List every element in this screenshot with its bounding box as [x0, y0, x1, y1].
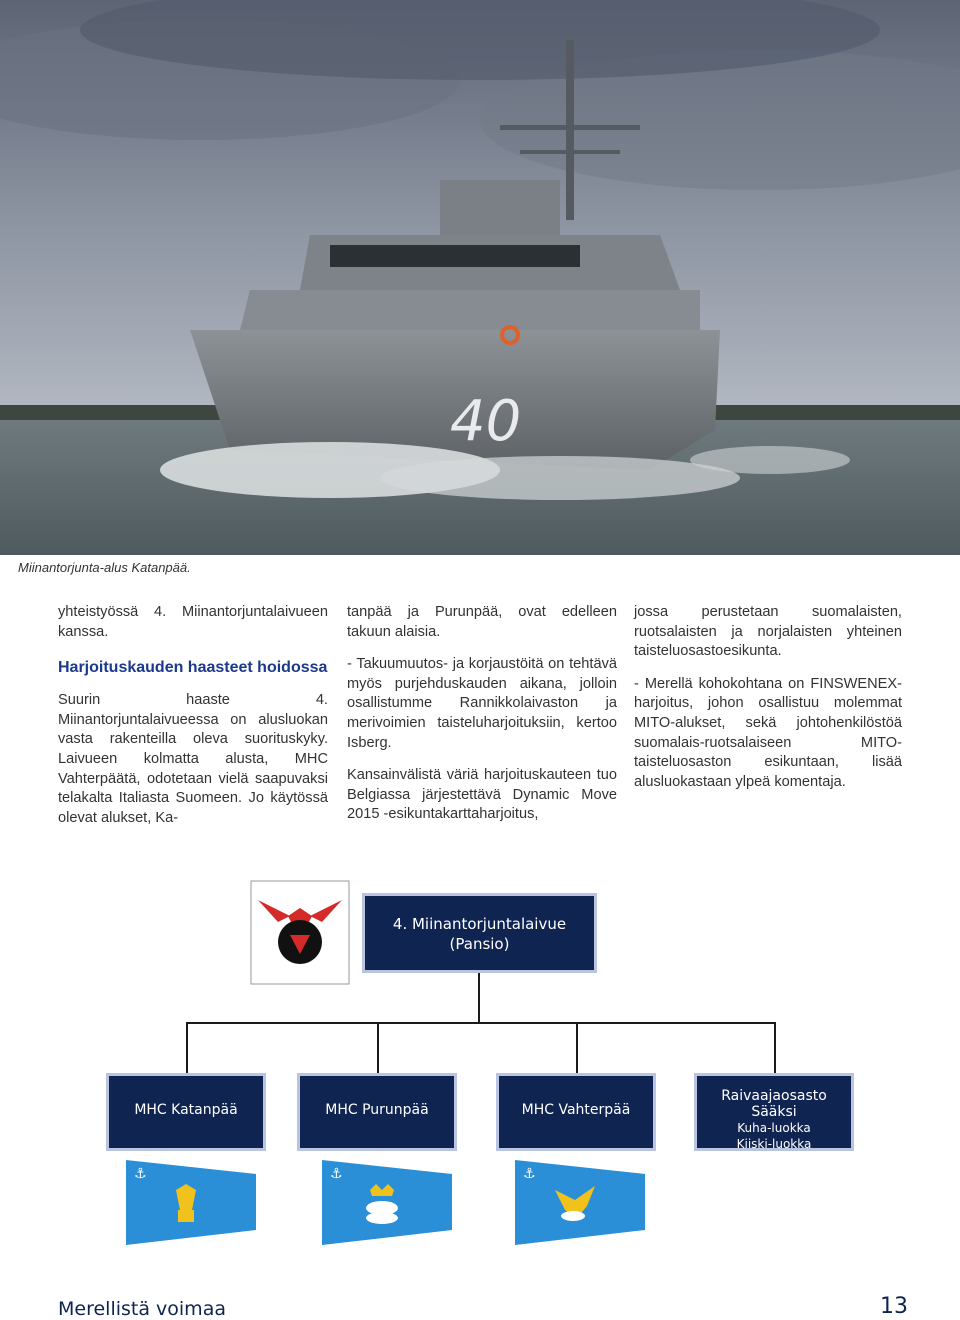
paragraph: - Takuumuutos- ja korjaustöitä on tehtävä myös purjehduskauden aikana, jolloin osallistumme Rannikkolaivaston ja merivoimien taisteluharjoituksiin, kertoo Isberg.: [347, 656, 617, 751]
unit-box-saaksi: [694, 1073, 854, 1151]
connector-line: [377, 1022, 379, 1074]
unit-sublabel: Kuha-luokka: [737, 1121, 811, 1135]
unit-box-katanpaa: [106, 1073, 266, 1151]
text-column-3: [634, 603, 902, 805]
connector-line: [576, 1022, 578, 1074]
text-column-1: [58, 603, 328, 841]
page-number: 13: [880, 1294, 908, 1319]
ship-photo: [0, 0, 960, 555]
connector-line: [186, 1022, 188, 1074]
squadron-name: 4. Miinantorjuntalaivue: [392, 915, 567, 933]
paragraph: - Merellä kohokohtana on FINSWENEX-harjoitus, johon osallistuu molemmat MITO-alukset, sekä johtohenkilöstöä suomalais-ruotsalaiseen MITO-taisteluosaston esikuntaan, lisää alusluokastaan ylpeä komentaja.: [634, 675, 902, 790]
text-column-2: [347, 603, 617, 838]
unit-sublabel: Kiiski-luokka: [736, 1137, 812, 1151]
anchor-icon: ⚓: [330, 1166, 343, 1182]
squadron-emblem-flag: [250, 880, 350, 990]
unit-label: MHC Vahterpää: [521, 1102, 631, 1118]
anchor-icon: ⚓: [134, 1166, 147, 1182]
connector-line: [774, 1022, 776, 1074]
paragraph: yhteistyössä 4. Miinantorjuntalaivueen kanssa.: [58, 604, 328, 640]
squadron-location: (Pansio): [449, 935, 510, 953]
unit-label: MHC Purunpää: [325, 1102, 429, 1118]
connector-line: [478, 973, 480, 1023]
pennant-katanpaa: [126, 1160, 256, 1250]
paragraph: Suurin haaste 4. Miinantorjuntalaivueessa on alusluokan vasta rakenteilla oleva suorituskyky. Laivueen kolmatta alusta, MHC Vahterpäätä, odotetaan vielä saapuvaksi telakalta Italiasta Suomeen. Jo käytössä olevat alukset, Ka-: [58, 692, 328, 826]
unit-box-vahterpaa: [496, 1073, 656, 1151]
section-heading: Harjoituskauden haasteet hoidossa: [58, 659, 328, 677]
unit-label: MHC Katanpää: [134, 1102, 238, 1118]
photo-caption: Miinantorjunta-alus Katanpää.: [18, 560, 191, 575]
footer-title: Merellistä voimaa: [58, 1298, 226, 1320]
hull-number: 40: [450, 389, 522, 454]
paragraph: jossa perustetaan suomalaisten, ruotsalaisten ja norjalaisten yhteinen taisteluosastoesikunta.: [634, 604, 902, 660]
unit-box-purunpaa: [297, 1073, 457, 1151]
connector-line: [186, 1022, 776, 1024]
unit-label: Raivaajaosasto Sääksi: [721, 1088, 827, 1120]
paragraph: Kansainvälistä väriä harjoituskauteen tuo Belgiassa järjestettävä Dynamic Move 2015 -esikuntakarttaharjoitus,: [347, 767, 617, 823]
anchor-icon: ⚓: [523, 1166, 536, 1182]
squadron-box: [362, 893, 597, 973]
pennant-purunpaa: [322, 1160, 452, 1250]
pennant-vahterpaa: [515, 1160, 645, 1250]
paragraph: tanpää ja Purunpää, ovat edelleen takuun alaisia.: [347, 604, 617, 640]
